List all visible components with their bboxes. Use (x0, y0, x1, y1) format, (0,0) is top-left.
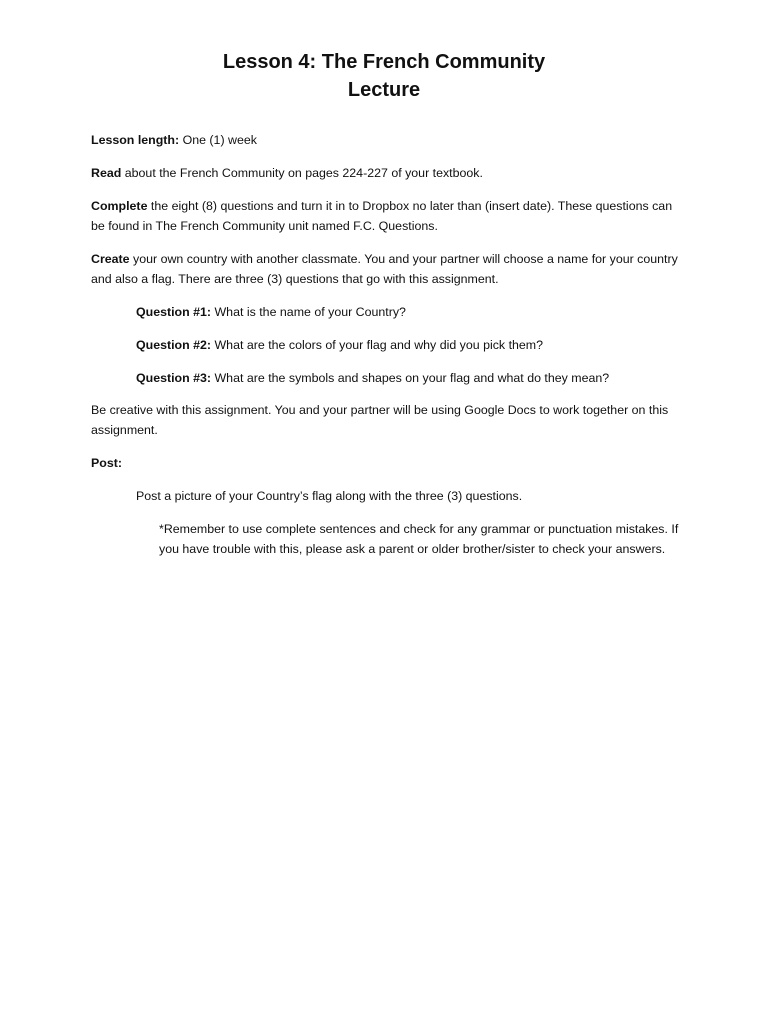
create-label: Create (91, 252, 130, 266)
complete-label: Complete (91, 199, 148, 213)
read-text: about the French Community on pages 224-227 of your textbook. (121, 166, 483, 180)
create-text: your own country with another classmate. You and your partner will choose a name for your country and also a flag. There are three (3) questions that go with this assignment. (91, 252, 678, 286)
question-2 (136, 335, 696, 355)
question-1-label: Question #1: (136, 305, 212, 319)
lesson-length (91, 130, 681, 150)
complete-text: the eight (8) questions and turn it in to Dropbox no later than (insert date). These questions can be found in The French Community unit named F.C. Questions. (91, 199, 673, 233)
question-1 (136, 302, 696, 322)
question-2-label: Question #2: (136, 338, 212, 352)
question-3 (136, 368, 696, 388)
post-label: Post: (91, 456, 122, 470)
create-instruction (91, 249, 681, 289)
question-2-text: What are the colors of your flag and why did you pick them? (211, 338, 544, 352)
page-title: Lesson 4: The French Community (222, 51, 546, 73)
complete-instruction (91, 196, 681, 236)
read-label: Read (91, 166, 122, 180)
creative-note: Be creative with this assignment. You and your partner will be using Google Docs to work together on this assignment. (91, 403, 669, 437)
lesson-length-label: Lesson length: (91, 133, 180, 147)
question-3-label: Question #3: (136, 371, 212, 385)
post-section (91, 453, 681, 473)
question-3-text: What are the symbols and shapes on your flag and what do they mean? (211, 371, 610, 385)
question-1-text: What is the name of your Country? (211, 305, 406, 319)
post-instruction: Post a picture of your Country’s flag along with the three (3) questions. (136, 489, 523, 503)
read-instruction (91, 163, 681, 183)
page-subtitle: Lecture (347, 79, 421, 101)
lesson-length-text: One (1) week (179, 133, 257, 147)
remember-note: *Remember to use complete sentences and check for any grammar or punctuation mistakes. If you have trouble with this, please ask a parent or older brother/sister to check your answers. (159, 522, 679, 556)
